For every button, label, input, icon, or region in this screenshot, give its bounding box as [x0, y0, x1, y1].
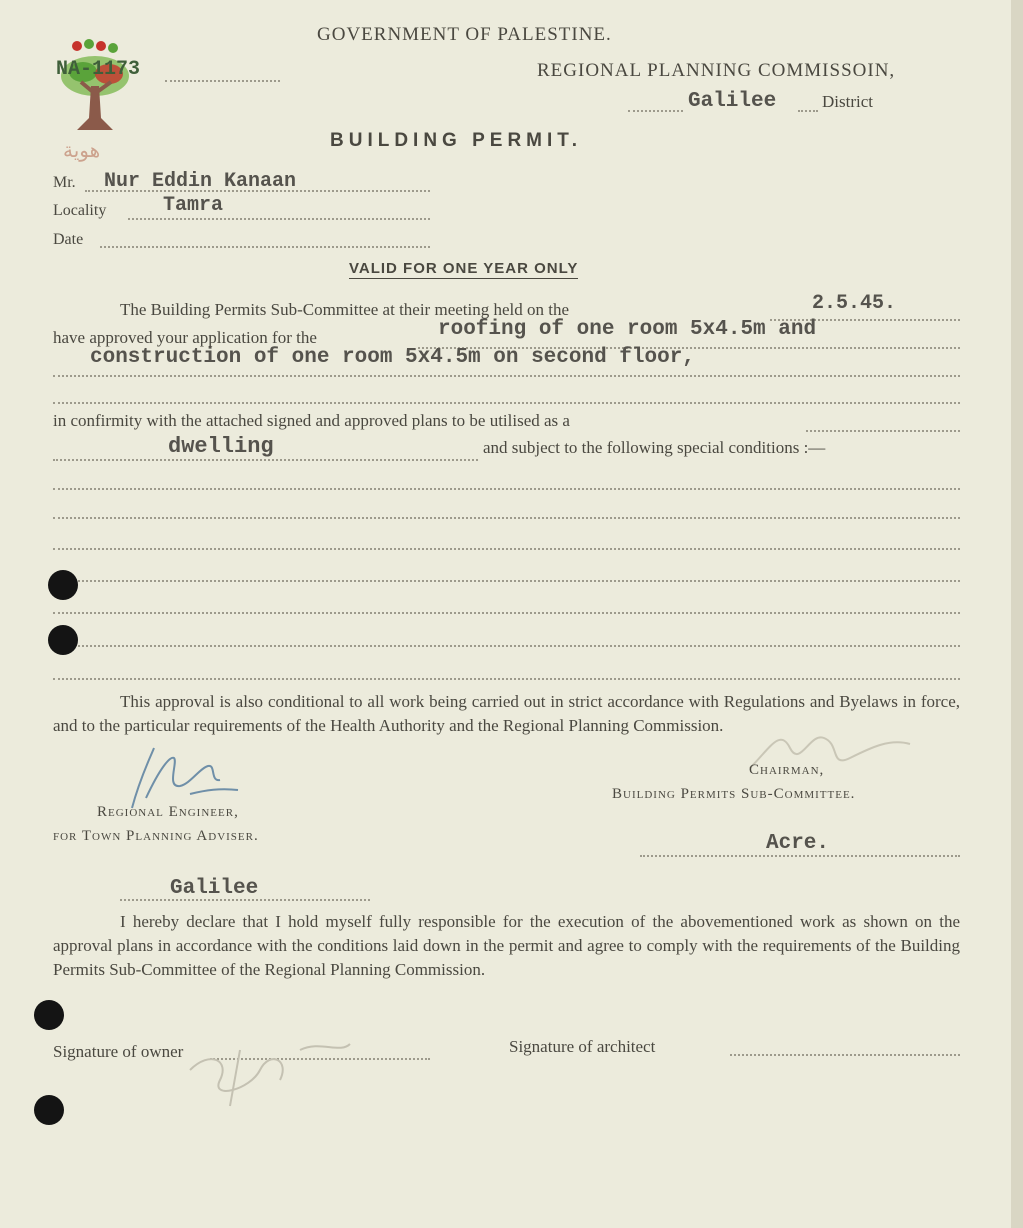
ref-dotted-line — [165, 80, 280, 82]
work-dotted-line-3 — [53, 402, 960, 404]
meeting-text: The Building Permits Sub-Committee at their meeting held on the — [120, 300, 570, 319]
conformity-text: in confirmity with the attached signed and approved plans to be utilised as a — [53, 411, 570, 430]
meeting-date: 2.5.45. — [812, 292, 897, 315]
watermark-text: هوية — [63, 138, 101, 162]
mr-value: Nur Eddin Kanaan — [104, 170, 297, 193]
use-value: dwelling — [168, 434, 274, 459]
owner-signature-icon — [170, 1030, 360, 1110]
punch-hole — [48, 570, 78, 600]
chairman-title: Chairman, — [749, 762, 825, 778]
region-value: Galilee — [170, 877, 259, 900]
locality-dotted-line — [128, 218, 430, 220]
work-description-2: construction of one room 5x4.5m on second floor, — [90, 346, 695, 369]
declaration-paragraph: I hereby declare that I hold myself fully responsible for the execution of the abovementioned work as shown on the approval plans in accordance with the conditions laid down in the permit and agree to comply with the requirements of the Building Permits Sub-Committee of the Regional Planning Commission. — [53, 912, 960, 979]
place-value: Acre. — [766, 832, 830, 855]
permit-title: BUILDING PERMIT. — [330, 130, 583, 151]
district-dotted-line-2 — [798, 110, 818, 112]
work-dotted-line-2 — [53, 375, 960, 377]
conformity-dotted-line — [806, 430, 960, 432]
chairman-committee: Building Permits Sub-Committee. — [612, 786, 856, 802]
engineer-for: for Town Planning Adviser. — [53, 828, 259, 844]
date-dotted-line — [100, 246, 430, 248]
architect-signature-label: Signature of architect — [509, 1037, 656, 1056]
engineer-title: Regional Engineer, — [97, 804, 239, 820]
application-text: have approved your application for the — [53, 328, 317, 347]
district-name: Galilee — [688, 90, 777, 113]
archive-logo — [55, 38, 135, 143]
reference-number: NA-1173 — [56, 58, 141, 81]
punch-hole — [34, 1000, 64, 1030]
condition-line-2 — [53, 517, 960, 519]
government-heading: GOVERNMENT OF PALESTINE. — [317, 24, 612, 45]
commission-heading: REGIONAL PLANNING COMMISSOIN, — [537, 60, 896, 81]
place-dotted-line — [640, 855, 960, 857]
owner-signature-label: Signature of owner — [53, 1042, 184, 1061]
tree-logo-icon — [55, 38, 135, 138]
work-description-1: roofing of one room 5x4.5m and — [438, 318, 817, 341]
locality-value: Tamra — [163, 194, 224, 217]
conditions-text: and subject to the following special conditions :— — [483, 438, 826, 457]
punch-hole — [34, 1095, 64, 1125]
condition-line-7 — [53, 678, 960, 680]
locality-label: Locality — [53, 202, 107, 219]
mr-label: Mr. — [53, 174, 76, 191]
conditional-paragraph: This approval is also conditional to all work being carried out in strict accordance with Regulations and Byelaws in force, and to the particular requirements of the Health Authority and the Regional Planning Commission. — [53, 692, 960, 735]
paper-edge — [1011, 0, 1023, 1228]
use-dotted-line — [53, 459, 478, 461]
architect-signature-line — [730, 1054, 960, 1056]
mr-dotted-line — [85, 190, 430, 192]
condition-line-6 — [53, 645, 960, 647]
district-label: District — [822, 92, 873, 111]
condition-line-1 — [53, 488, 960, 490]
condition-line-5 — [53, 612, 960, 614]
condition-line-3 — [53, 548, 960, 550]
district-dotted-line — [628, 110, 683, 112]
validity-notice: VALID FOR ONE YEAR ONLY — [349, 260, 579, 277]
punch-hole — [48, 625, 78, 655]
condition-line-4 — [53, 580, 960, 582]
date-label: Date — [53, 231, 84, 248]
